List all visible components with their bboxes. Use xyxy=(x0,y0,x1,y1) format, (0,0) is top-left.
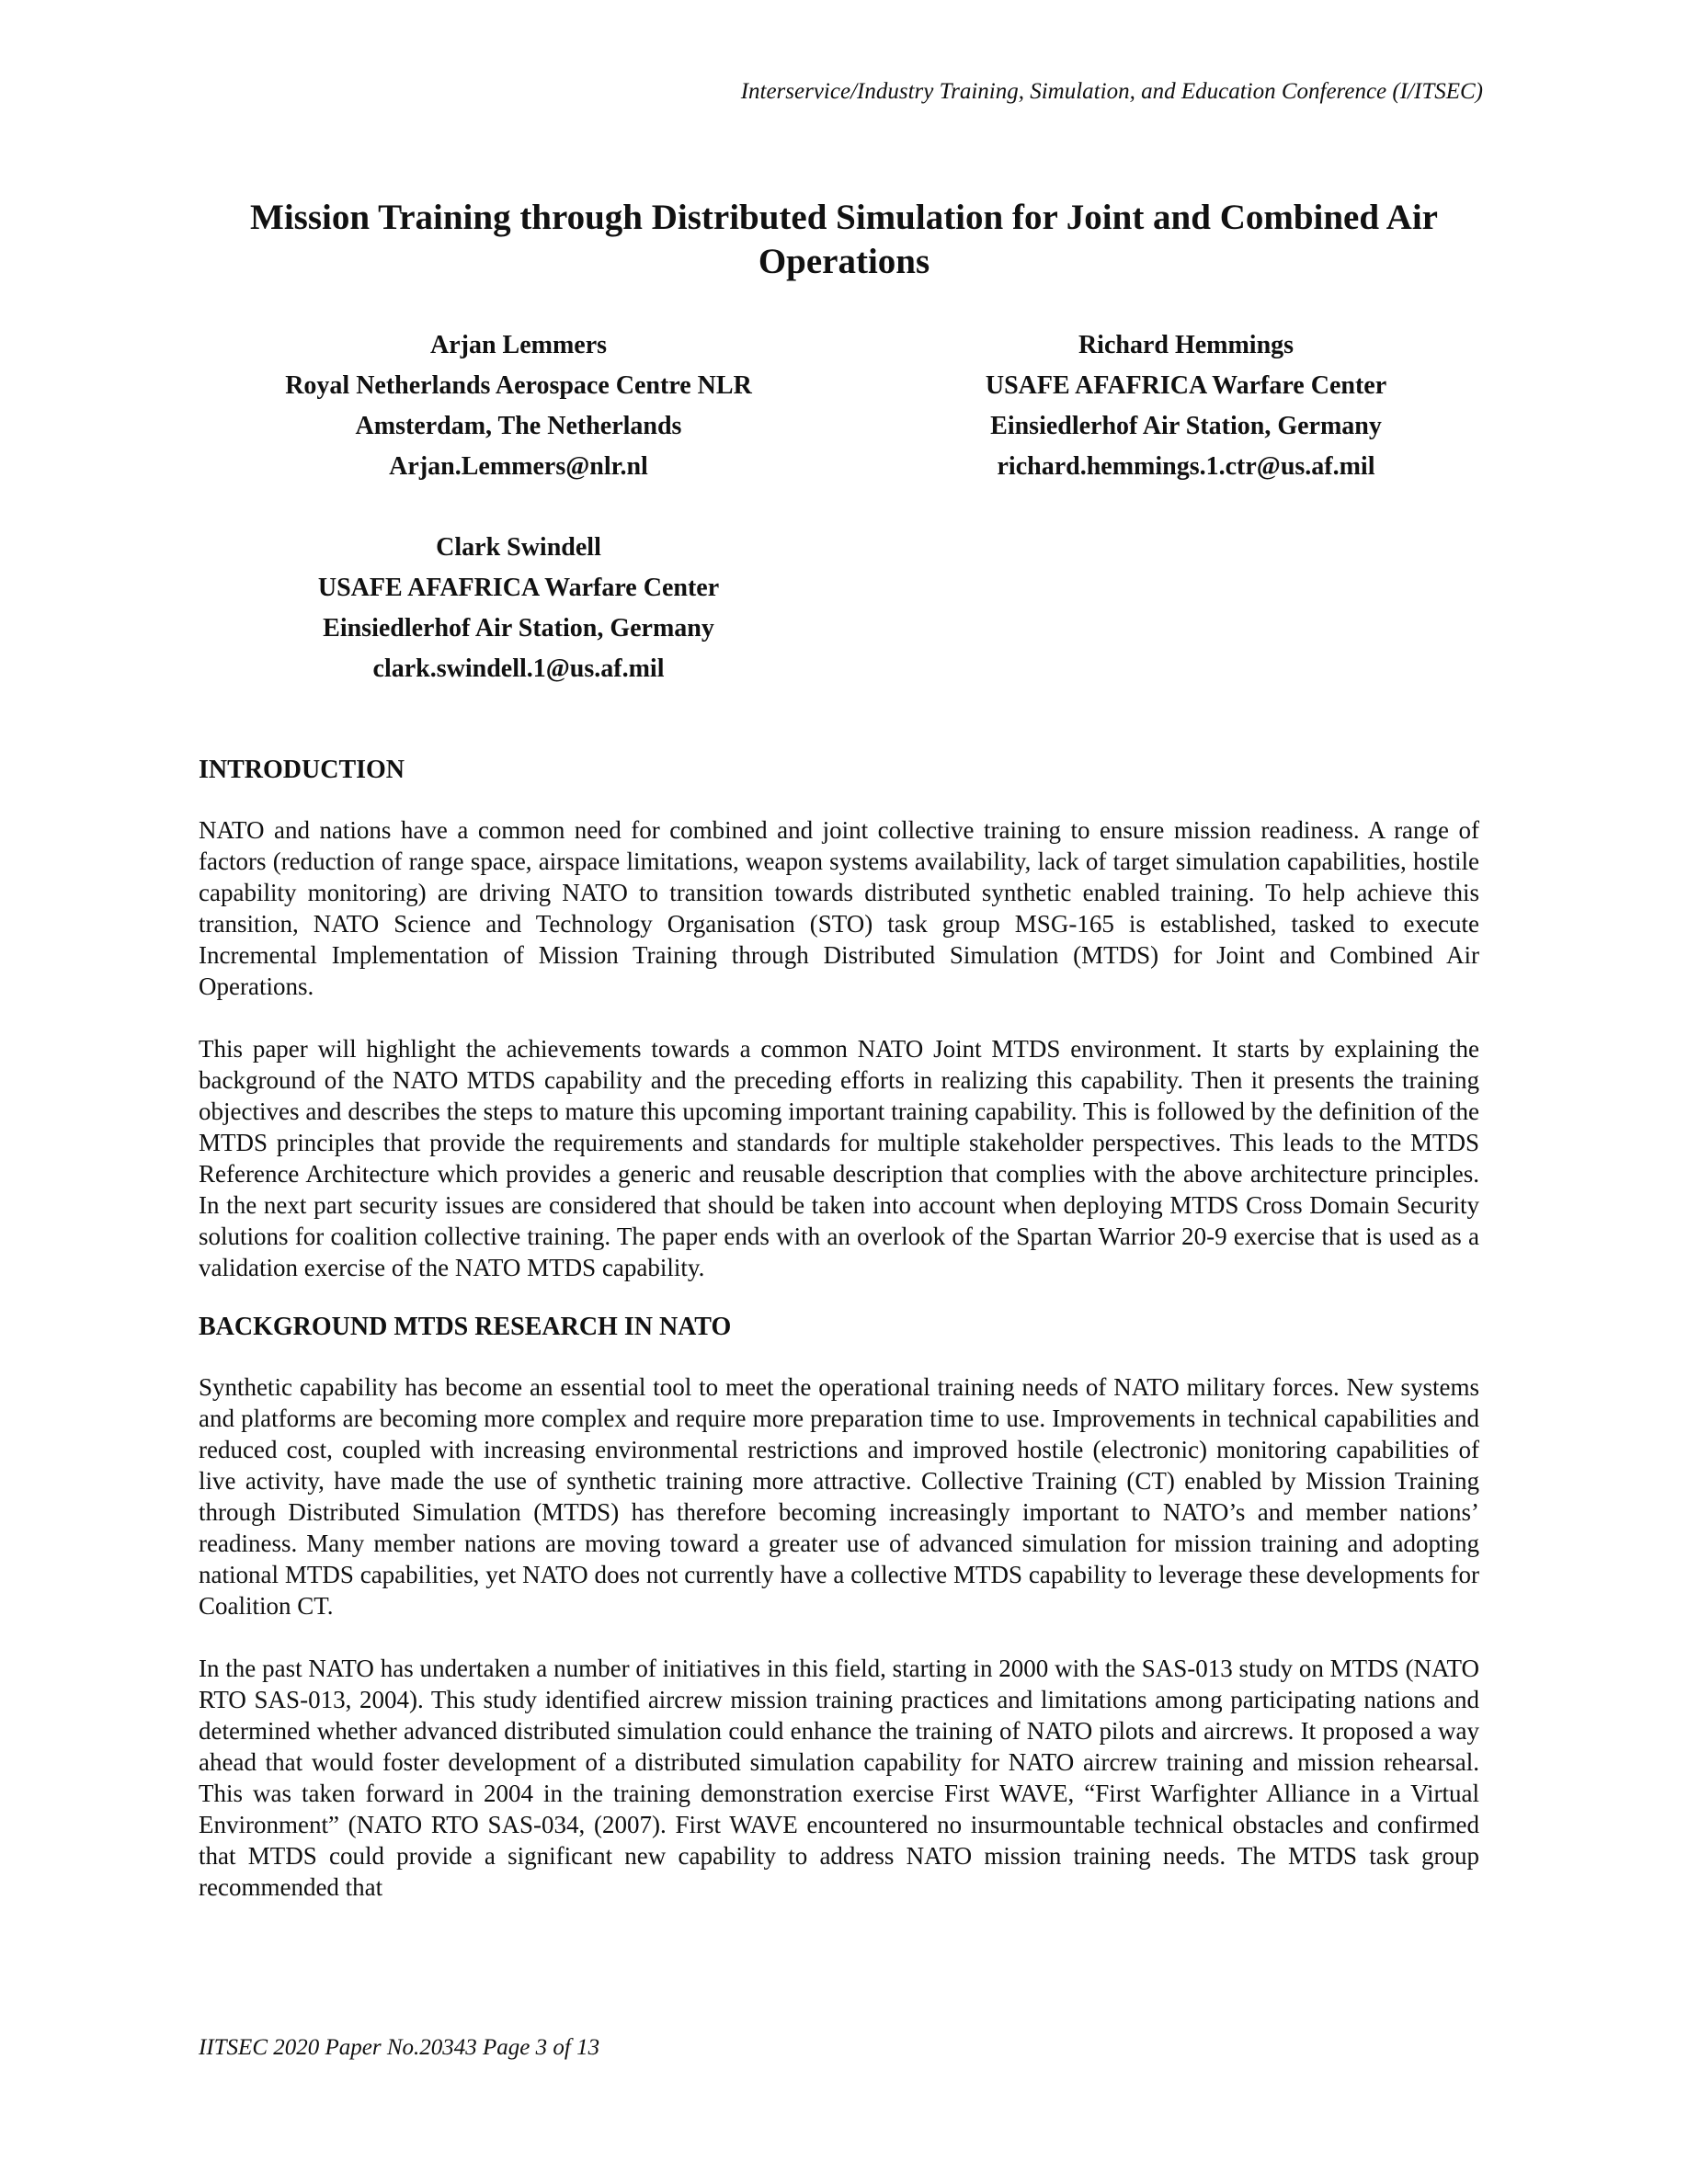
paper-body xyxy=(199,752,1479,1903)
running-footer: IITSEC 2020 Paper No.20343 Page 3 of 13 xyxy=(199,2035,600,2060)
author-email: richard.hemmings.1.ctr@us.af.mil xyxy=(997,452,1375,481)
author-affiliation: USAFE AFAFRICA Warfare Center xyxy=(985,371,1387,400)
author-name: Richard Hemmings xyxy=(1078,331,1295,359)
author-block-lemmers xyxy=(224,325,813,487)
author-name: Arjan Lemmers xyxy=(429,331,608,359)
paragraph-introduction-1: NATO and nations have a common need for combined and joint collective training to ensure mission readiness. A range of factors (reduction of range space, airspace limitations, weapon systems availability, lack of target simulation capabilities, hostile capability monitoring) are driving NATO to transition towards distributed synthetic enabled training. To help achieve this transition, NATO Science and Technology Organisation (STO) task group MSG-165 is established, tasked to execute Incremental Implementation of Mission Training through Distributed Simulation (MTDS) for Joint and Combined Air Operations. xyxy=(199,816,1479,1000)
author-email: Arjan.Lemmers@nlr.nl xyxy=(389,452,648,481)
author-location: Einsiedlerhof Air Station, Germany xyxy=(323,614,714,643)
author-location: Amsterdam, The Netherlands xyxy=(355,412,682,440)
paragraph-background-2: In the past NATO has undertaken a number of initiatives in this field, starting in 2000 with the SAS-013 study on MTDS (NATO RTO SAS-013, 2004). This study identified aircrew mission training practices and limitations among participating nations and determined whether advanced distributed simulation could enhance the training of NATO pilots and aircrews. It proposed a way ahead that would foster development of a distributed simulation capability for NATO aircrew training and mission rehearsal. This was taken forward in 2004 in the training demonstration exercise First WAVE, “First Warfighter Alliance in a Virtual Environment” (NATO RTO SAS-034, (2007). First WAVE encountered no insurmountable technical obstacles and confirmed that MTDS could provide a significant new capability to address NATO mission training needs. The MTDS task group recommended that xyxy=(199,1655,1479,1901)
author-block-hemmings xyxy=(892,325,1480,487)
author-affiliation: Royal Netherlands Aerospace Centre NLR xyxy=(285,371,752,400)
author-email: clark.swindell.1@us.af.mil xyxy=(372,654,665,683)
running-header: Interservice/Industry Training, Simulation, and Education Conference (I/ITSEC) xyxy=(740,79,1483,104)
author-name: Clark Swindell xyxy=(436,533,601,562)
author-location: Einsiedlerhof Air Station, Germany xyxy=(990,412,1382,440)
paragraph-background-1: Synthetic capability has become an essential tool to meet the operational training needs of NATO military forces. New systems and platforms are becoming more complex and require more preparation time to use. Improvements in technical capabilities and reduced cost, coupled with increasing environmental restrictions and improved hostile (electronic) monitoring capabilities of live activity, have made the use of synthetic training more attractive. Collective Training (CT) enabled by Mission Training through Distributed Simulation (MTDS) has therefore becoming increasingly important to NATO’s and member nations’ readiness. Many member nations are moving toward a greater use of advanced simulation for mission training and adopting national MTDS capabilities, yet NATO does not currently have a collective MTDS capability to leverage these developments for Coalition CT. xyxy=(199,1373,1479,1620)
section-heading-background: BACKGROUND MTDS RESEARCH IN NATO xyxy=(199,1313,732,1341)
section-heading-introduction: INTRODUCTION xyxy=(199,756,405,784)
paper-title: Mission Training through Distributed Simulation for Joint and Combined Air Operations xyxy=(250,198,1438,281)
paragraph-introduction-2: This paper will highlight the achievements towards a common NATO Joint MTDS environment. It starts by explaining the background of the NATO MTDS capability and the preceding efforts in realizing this capability. Then it presents the training objectives and describes the steps to mature this upcoming important training capability. This is followed by the definition of the MTDS principles that provide the requirements and standards for multiple stakeholder perspectives. This leads to the MTDS Reference Architecture which provides a generic and reusable description that complies with the above architecture principles. In the next part security issues are considered that should be taken into account when deploying MTDS Cross Domain Security solutions for coalition collective training. The paper ends with an overlook of the Spartan Warrior 20-9 exercise that is used as a validation exercise of the NATO MTDS capability. xyxy=(199,1035,1479,1281)
author-affiliation: USAFE AFAFRICA Warfare Center xyxy=(317,574,720,602)
author-block-swindell xyxy=(224,528,813,689)
